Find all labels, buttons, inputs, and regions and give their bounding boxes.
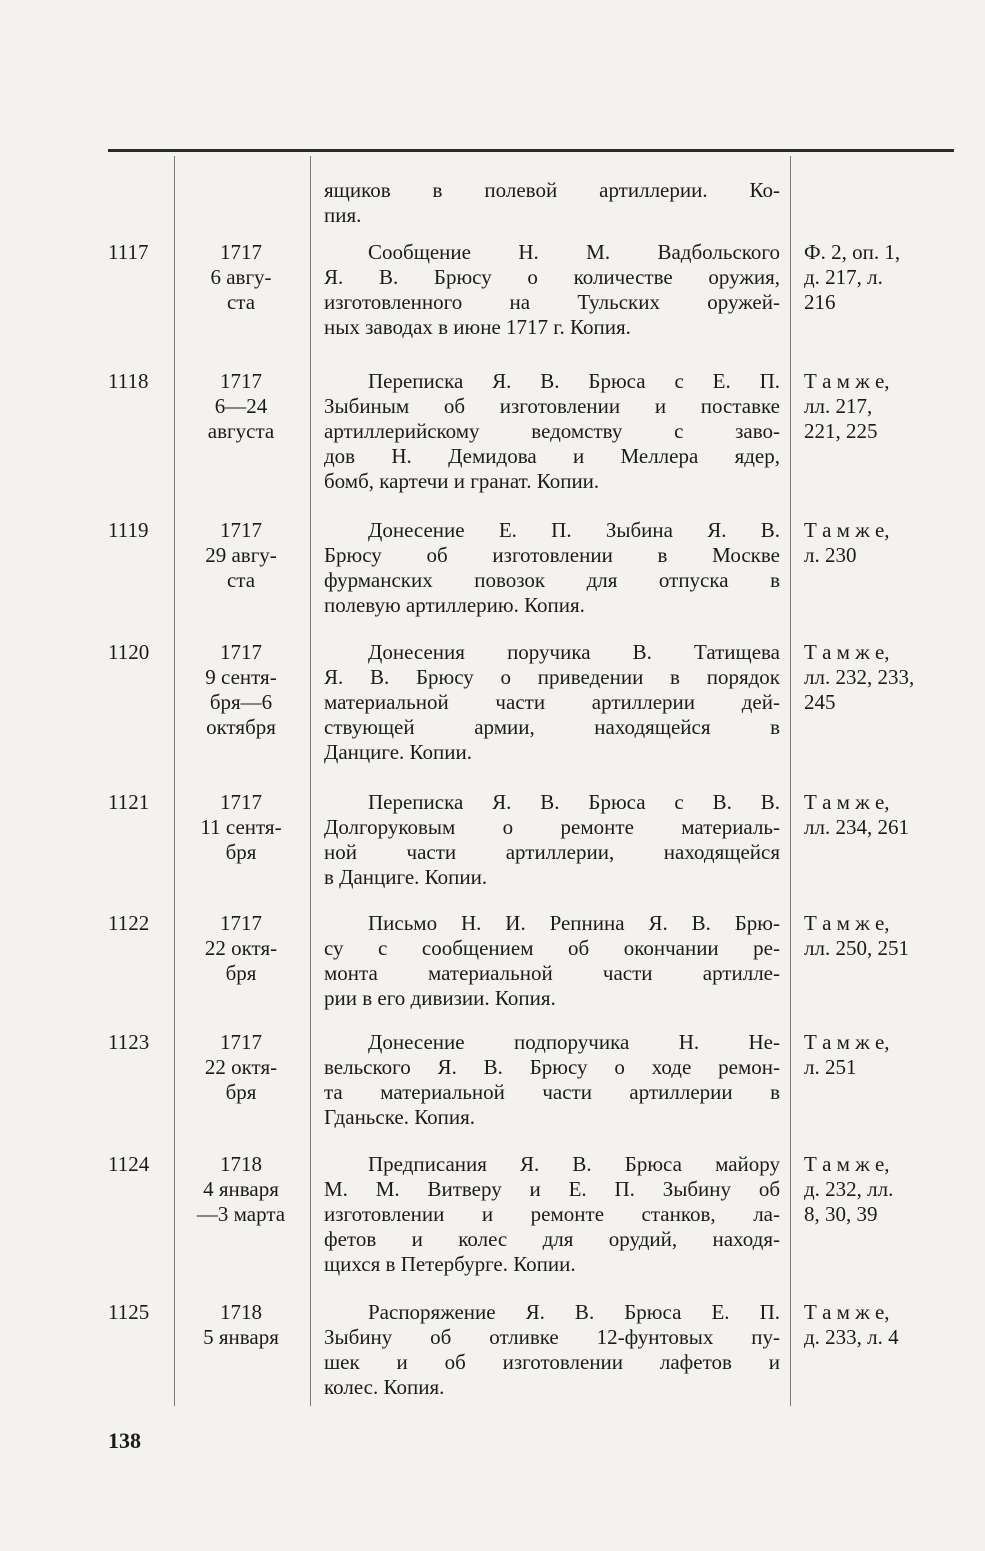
- entry-date: [176, 640, 306, 740]
- reference-line: лл. 217,: [804, 394, 873, 418]
- entry-description: [324, 911, 780, 1011]
- text-line: Донесение подпоручика Н. Не-: [368, 1030, 780, 1054]
- top-rule: [108, 149, 954, 152]
- reference-line: 245: [804, 690, 836, 714]
- entry-date: [176, 911, 306, 986]
- reference-line: Ф. 2, оп. 1,: [804, 240, 901, 264]
- text-line: изготовлении и ремонте станков, ла-: [324, 1202, 780, 1226]
- date-line: 22 октя-: [204, 1055, 278, 1079]
- reference-line: 8, 30, 39: [804, 1202, 878, 1226]
- reference-line: д. 217, л.: [804, 265, 883, 289]
- text-line: бомб, картечи и гранат. Копии.: [324, 469, 600, 493]
- entry-description: [324, 518, 780, 618]
- reference-line: Т а м ж е,: [804, 1152, 890, 1176]
- date-line: 29 авгу-: [205, 543, 277, 567]
- text-line: материальной части артиллерии дей-: [324, 690, 780, 714]
- text-line: ящиков в полевой артиллерии. Ко-: [324, 178, 780, 202]
- date-line: 6—24: [214, 394, 268, 418]
- entry-number: 1119: [108, 518, 149, 542]
- date-line: октября: [206, 715, 276, 739]
- reference-line: Т а м ж е,: [804, 1030, 890, 1054]
- reference-line: л. 251: [804, 1055, 857, 1079]
- entry-number: 1120: [108, 640, 150, 664]
- date-line: бря: [225, 840, 257, 864]
- text-line: М. М. Витверу и Е. П. Зыбину об: [324, 1177, 780, 1201]
- reference-line: Т а м ж е,: [804, 518, 890, 542]
- text-line: Долгоруковым о ремонте материаль-: [324, 815, 780, 839]
- text-line: в Данциге. Копии.: [324, 865, 488, 889]
- text-line: монта материальной части артилле-: [324, 961, 780, 985]
- text-line: щихся в Петербурге. Копии.: [324, 1252, 576, 1276]
- date-line: 5 января: [203, 1325, 279, 1349]
- date-line: бря—6: [209, 690, 273, 714]
- date-line: 6 авгу-: [210, 265, 272, 289]
- entry-description: [324, 369, 780, 494]
- text-line: Донесение Е. П. Зыбина Я. В.: [368, 518, 780, 542]
- text-line: артиллерийскому ведомству с заво-: [324, 419, 780, 443]
- date-line: 1717: [220, 790, 262, 814]
- text-line: вельского Я. В. Брюсу о ходе ремон-: [324, 1055, 780, 1079]
- column-divider: [174, 156, 175, 1406]
- archive-reference: [804, 1300, 954, 1350]
- text-line: ствующей армии, находящейся в: [324, 715, 780, 739]
- date-line: 22 октя-: [204, 936, 278, 960]
- text-line: полевую артиллерию. Копия.: [324, 593, 585, 617]
- page-number: 138: [108, 1428, 141, 1453]
- entry-description: [324, 1030, 780, 1130]
- column-divider: [790, 156, 791, 1406]
- text-line: Я. В. Брюсу о приведении в порядок: [324, 665, 780, 689]
- text-line: Я. В. Брюсу о количестве оружия,: [324, 265, 780, 289]
- archive-reference: [804, 518, 954, 568]
- text-line: фетов и колес для орудий, находя-: [324, 1227, 780, 1251]
- entry-number: 1118: [108, 369, 149, 393]
- date-line: 1717: [220, 240, 262, 264]
- entry-number: 1124: [108, 1152, 150, 1176]
- text-line: ных заводах в июне 1717 г. Копия.: [324, 315, 631, 339]
- reference-line: Т а м ж е,: [804, 640, 890, 664]
- reference-line: Т а м ж е,: [804, 790, 890, 814]
- date-line: 1717: [220, 1030, 262, 1054]
- entry-description: [324, 1300, 780, 1400]
- reference-line: Т а м ж е,: [804, 369, 890, 393]
- reference-line: лл. 232, 233,: [804, 665, 915, 689]
- text-line: та материальной части артиллерии в: [324, 1080, 780, 1104]
- entry-number: 1122: [108, 911, 150, 935]
- entry-number: 1123: [108, 1030, 150, 1054]
- date-line: 1717: [220, 640, 262, 664]
- date-line: бря: [225, 1080, 257, 1104]
- reference-line: лл. 250, 251: [804, 936, 909, 960]
- archive-reference: [804, 240, 954, 315]
- text-line: изготовленного на Тульских оружей-: [324, 290, 780, 314]
- text-line: Переписка Я. В. Брюса с Е. П.: [368, 369, 780, 393]
- date-line: 1718: [220, 1300, 262, 1324]
- entry-date: [176, 1152, 306, 1227]
- text-line: Данциге. Копии.: [324, 740, 472, 764]
- date-line: ста: [226, 290, 256, 314]
- entry-number: 1121: [108, 790, 150, 814]
- archive-reference: [804, 369, 954, 444]
- date-line: 9 сентя-: [205, 665, 277, 689]
- archive-reference: [804, 1152, 954, 1227]
- reference-line: Т а м ж е,: [804, 911, 890, 935]
- entry-description: [324, 178, 780, 228]
- text-line: ной части артиллерии, находящейся: [324, 840, 780, 864]
- entry-number: 1125: [108, 1300, 150, 1324]
- archive-reference: [804, 790, 954, 840]
- text-line: дов Н. Демидова и Меллера ядер,: [324, 444, 780, 468]
- entry-date: [176, 518, 306, 593]
- entry-date: [176, 1300, 306, 1350]
- text-line: фурманских повозок для отпуска в: [324, 568, 780, 592]
- entry-date: [176, 1030, 306, 1105]
- date-line: 1717: [220, 518, 262, 542]
- reference-line: лл. 234, 261: [804, 815, 909, 839]
- entry-number: 1117: [108, 240, 149, 264]
- date-line: 11 сентя-: [200, 815, 282, 839]
- date-line: 1717: [220, 369, 262, 393]
- date-line: бря: [225, 961, 257, 985]
- text-line: Переписка Я. В. Брюса с В. В.: [368, 790, 780, 814]
- reference-line: 216: [804, 290, 836, 314]
- date-line: ста: [226, 568, 256, 592]
- date-line: —3 марта: [196, 1202, 286, 1226]
- archive-reference: [804, 1030, 954, 1080]
- reference-line: Т а м ж е,: [804, 1300, 890, 1324]
- text-line: су с сообщением об окончании ре-: [324, 936, 780, 960]
- text-line: пия.: [324, 203, 362, 227]
- date-line: 1718: [220, 1152, 262, 1176]
- date-line: августа: [207, 419, 275, 443]
- text-line: Зыбину об отливке 12-фунтовых пу-: [324, 1325, 780, 1349]
- entry-description: [324, 790, 780, 890]
- text-line: Сообщение Н. М. Вадбольского: [368, 240, 780, 264]
- text-line: Зыбиным об изготовлении и поставке: [324, 394, 780, 418]
- text-line: Донесения поручика В. Татищева: [368, 640, 780, 664]
- date-line: 1717: [220, 911, 262, 935]
- text-line: шек и об изготовлении лафетов и: [324, 1350, 780, 1374]
- text-line: Письмо Н. И. Репнина Я. В. Брю-: [368, 911, 780, 935]
- entry-description: [324, 240, 780, 340]
- entry-description: [324, 640, 780, 765]
- reference-line: 221, 225: [804, 419, 878, 443]
- reference-line: л. 230: [804, 543, 857, 567]
- column-divider: [310, 156, 311, 1406]
- text-line: колес. Копия.: [324, 1375, 445, 1399]
- entry-description: [324, 1152, 780, 1277]
- text-line: Гданьске. Копия.: [324, 1105, 476, 1129]
- date-line: 4 января: [203, 1177, 279, 1201]
- entry-date: [176, 369, 306, 444]
- reference-line: д. 232, лл.: [804, 1177, 894, 1201]
- entry-date: [176, 240, 306, 315]
- reference-line: д. 233, л. 4: [804, 1325, 899, 1349]
- text-line: рии в его дивизии. Копия.: [324, 986, 556, 1010]
- text-line: Предписания Я. В. Брюса майору: [368, 1152, 780, 1176]
- text-line: Брюсу об изготовлении в Москве: [324, 543, 780, 567]
- entry-date: [176, 790, 306, 865]
- text-line: Распоряжение Я. В. Брюса Е. П.: [368, 1300, 780, 1324]
- archive-reference: [804, 911, 954, 961]
- archive-reference: [804, 640, 954, 715]
